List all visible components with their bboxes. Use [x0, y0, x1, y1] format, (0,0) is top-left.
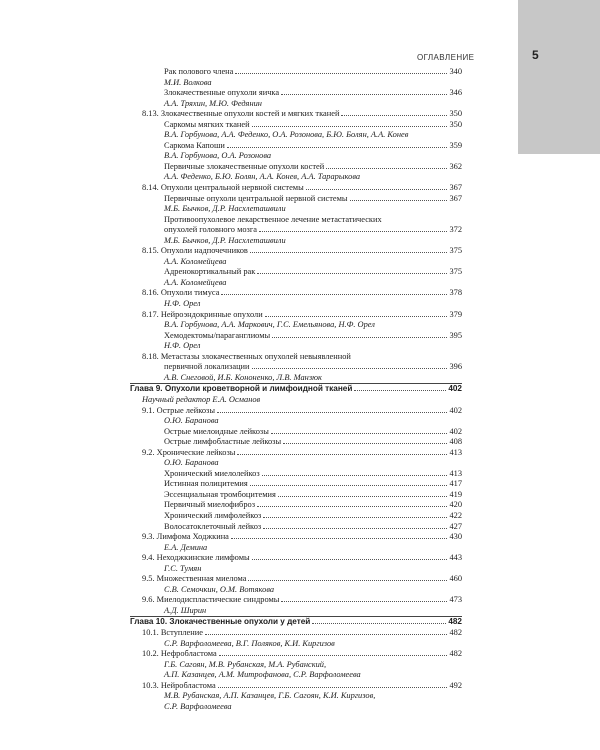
toc-authors: [130, 691, 462, 702]
toc-page-number: 492: [449, 680, 462, 690]
toc-entry-title: 9.4. Неходжкинские лимфомы: [142, 553, 250, 563]
toc-authors: [130, 204, 462, 215]
toc-page-number: 413: [449, 468, 462, 478]
dot-leader: [252, 558, 448, 560]
toc-entry: [130, 246, 462, 257]
toc-authors: [130, 702, 462, 713]
toc-entry-title: Хемодектомы/параганглиомы: [164, 330, 271, 340]
toc-entry-title: первичной локализации: [164, 362, 250, 372]
toc-authors: [130, 299, 462, 310]
toc-page-number: 422: [449, 510, 462, 520]
dot-leader: [252, 367, 448, 369]
dot-leader: [248, 579, 447, 581]
toc-page-number: 359: [449, 140, 462, 150]
toc-entry-title: Адренокортикальный рак: [164, 267, 256, 277]
toc-authors: [130, 257, 462, 268]
toc-entry-continued: [130, 352, 462, 363]
toc-entry-title: 8.13. Злокачественные опухоли костей и мягких тканей: [142, 109, 340, 119]
toc-entry: [130, 225, 462, 236]
toc-page-number: 378: [449, 288, 462, 298]
toc-page-number: 427: [449, 521, 462, 531]
toc-page-number: 372: [449, 225, 462, 235]
dot-leader: [205, 633, 447, 635]
toc-authors: [130, 564, 462, 575]
toc-authors-text: А.А. Коломейцева: [164, 277, 227, 287]
toc-page-number: 362: [449, 161, 462, 171]
toc-authors: [130, 320, 462, 331]
toc-page-number: 473: [449, 595, 462, 605]
toc-entry-title: Саркома Капоши: [164, 140, 225, 150]
toc-page-number: 367: [449, 183, 462, 193]
toc-entry: [130, 500, 462, 511]
toc-entry-title: Первичные опухоли центральной нервной системы: [164, 193, 348, 203]
toc-entry-title: 8.14. Опухоли центральной нервной системы: [142, 183, 304, 193]
toc-entry-title: 9.6. Миелодиспластические синдромы: [142, 595, 280, 605]
toc-entry: [130, 162, 462, 173]
toc-authors-text: О.Ю. Баранова: [164, 416, 219, 426]
toc-authors-text: Научный редактор Е.А. Османов: [142, 394, 261, 404]
dot-leader: [227, 146, 448, 148]
toc-page-number: 420: [449, 500, 462, 510]
toc-entry-title: 8.16. Опухоли тимуса: [142, 288, 220, 298]
toc-authors-text: М.В. Рубанская, А.П. Казанцев, Г.Б. Сагоян, К.И. Киргизов,: [164, 691, 376, 701]
toc-page-number: 340: [449, 67, 462, 76]
toc-page-number: 430: [449, 532, 462, 542]
toc-entry: [130, 310, 462, 321]
toc-authors-text: О.Ю. Баранова: [164, 458, 219, 468]
toc-entry: [130, 362, 462, 373]
toc-entry-title: 9.5. Множественная миелома: [142, 574, 247, 584]
toc-authors-text: С.В. Семочкин, О.М. Вотякова: [164, 584, 275, 594]
toc-entry-title: опухолей головного мозга: [164, 225, 258, 235]
toc-authors: [130, 660, 462, 671]
toc-entry: [130, 194, 462, 205]
toc-authors-text: В.А. Горбунова, А.А. Маркович, Г.С. Емельянова, Н.Ф. Орел: [164, 320, 375, 330]
toc-chapter-heading: [130, 616, 462, 628]
toc-entry: [130, 649, 462, 660]
toc-entry: [130, 628, 462, 639]
toc-entry: [130, 448, 462, 459]
toc-page-number: 460: [449, 574, 462, 584]
dot-leader: [259, 230, 447, 232]
toc-authors-text: Н.Ф. Орел: [164, 299, 201, 309]
thumb-tab: [518, 0, 600, 154]
table-of-contents: [130, 67, 462, 712]
toc-authors: [130, 606, 462, 617]
toc-page-number: 346: [449, 88, 462, 98]
toc-entry: [130, 67, 462, 78]
toc-entry: [130, 406, 462, 417]
dot-leader: [354, 389, 446, 391]
toc-entry: [130, 553, 462, 564]
dot-leader: [221, 293, 447, 295]
toc-entry: [130, 595, 462, 606]
toc-page-number: 350: [449, 119, 462, 129]
dot-leader: [341, 114, 447, 116]
toc-page-number: 379: [449, 309, 462, 319]
toc-authors-text: А.А. Коломейцева: [164, 256, 227, 266]
dot-leader: [235, 72, 447, 74]
toc-authors-text: А.А. Феденко, Б.Ю. Болян, А.А. Конев, А.А. Тарарыкова: [164, 172, 361, 182]
dot-leader: [257, 505, 447, 507]
toc-entry: [130, 681, 462, 692]
toc-authors: [130, 585, 462, 596]
toc-authors: [130, 670, 462, 681]
toc-entry: [130, 437, 462, 448]
toc-entry-title: 9.3. Лимфома Ходжкина: [142, 532, 229, 542]
dot-leader: [326, 167, 447, 169]
toc-page-number: 482: [449, 649, 462, 659]
toc-page-number: 482: [449, 627, 462, 637]
dot-leader: [281, 93, 447, 95]
toc-authors: [130, 341, 462, 352]
toc-entry-title: Первичный миелофиброз: [164, 500, 256, 510]
toc-page-number: 419: [449, 489, 462, 499]
toc-authors: [130, 543, 462, 554]
toc-authors: [130, 373, 462, 384]
toc-entry: [130, 183, 462, 194]
dot-leader: [262, 474, 448, 476]
toc-entry-title: Волосатоклеточный лейкоз: [164, 521, 262, 531]
toc-entry-title: 10.3. Нейробластома: [142, 680, 216, 690]
toc-page-number: 395: [449, 330, 462, 340]
toc-entry-title: Острые миелоидные лейкозы: [164, 426, 269, 436]
toc-page-number: 396: [449, 362, 462, 372]
dot-leader: [257, 272, 447, 274]
toc-authors: [130, 151, 462, 162]
toc-authors-text: А.А. Тряхин, М.Ю. Федянин: [164, 98, 262, 108]
toc-page-number: 443: [449, 553, 462, 563]
toc-entry-title: Первичные злокачественные опухоли костей: [164, 161, 325, 171]
toc-authors-text: М.Б. Бычков, Д.Р. Насхлеташвили: [164, 235, 286, 245]
toc-authors: [130, 78, 462, 89]
toc-entry-title: Злокачественные опухоли яичка: [164, 88, 280, 98]
dot-leader: [237, 453, 447, 455]
toc-page-number: 408: [449, 437, 462, 447]
toc-authors-text: В.А. Горбунова, О.А. Розонова: [164, 151, 272, 161]
toc-entry-title: 10.2. Нефробластома: [142, 649, 217, 659]
toc-entry: [130, 522, 462, 533]
toc-authors: [130, 416, 462, 427]
toc-page-number: 375: [449, 267, 462, 277]
dot-leader: [217, 411, 447, 413]
toc-entry-continued: [130, 215, 462, 226]
toc-entry-title: Острые лимфобластные лейкозы: [164, 437, 282, 447]
toc-entry-title: Хронический лимфолейкоз: [164, 510, 262, 520]
toc-page-number: 402: [449, 426, 462, 436]
dot-leader: [272, 336, 447, 338]
toc-entry: [130, 469, 462, 480]
toc-authors-text: Г.С. Тумян: [164, 563, 202, 573]
dot-leader: [306, 188, 448, 190]
dot-leader: [263, 516, 447, 518]
toc-authors-text: Е.А. Демина: [164, 542, 208, 552]
toc-entry: [130, 490, 462, 501]
toc-authors: [130, 236, 462, 247]
toc-authors: [130, 99, 462, 110]
toc-entry-title: 8.15. Опухоли надпочечников: [142, 246, 248, 256]
toc-authors-text: А.В. Снеговой, И.Б. Кононенко, Л.В. Манзюк: [164, 372, 322, 382]
dot-leader: [281, 600, 447, 602]
toc-authors: [130, 458, 462, 469]
toc-authors-text: Н.Ф. Орел: [164, 341, 201, 351]
toc-entry: [130, 288, 462, 299]
toc-authors-text: С.Р. Варфоломеева: [164, 701, 232, 711]
toc-authors: [130, 278, 462, 289]
toc-authors-text: В.А. Горбунова, А.А. Феденко, О.А. Розонова, Б.Ю. Болян, А.А. Конев: [164, 130, 409, 140]
toc-entry-title: Рак полового члена: [164, 67, 234, 76]
toc-entry: [130, 88, 462, 99]
dot-leader: [265, 315, 448, 317]
toc-entry: [130, 120, 462, 131]
dot-leader: [231, 537, 448, 539]
toc-page-number: 350: [449, 109, 462, 119]
dot-leader: [312, 622, 446, 624]
toc-authors-text: М.И. Волкова: [164, 77, 212, 87]
toc-entry: [130, 141, 462, 152]
toc-authors: [130, 395, 462, 406]
toc-page-number: 482: [448, 617, 462, 627]
toc-authors-text: А.Д. Ширин: [164, 605, 207, 615]
toc-entry: [130, 331, 462, 342]
toc-entry-title: Саркомы мягких тканей: [164, 119, 250, 129]
toc-entry: [130, 427, 462, 438]
page-number: 5: [532, 48, 539, 62]
dot-leader: [219, 654, 448, 656]
toc-entry: [130, 267, 462, 278]
toc-authors: [130, 172, 462, 183]
toc-entry: [130, 511, 462, 522]
toc-entry-title: 8.17. Нейроэндокринные опухоли: [142, 309, 263, 319]
dot-leader: [271, 432, 448, 434]
toc-authors: [130, 639, 462, 650]
toc-entry-title: Глава 9. Опухоли кроветворной и лимфоидной тканей: [130, 384, 353, 394]
toc-page-number: 402: [448, 384, 462, 394]
dot-leader: [350, 199, 448, 201]
toc-authors-text: С.Р. Варфоломеева, В.Г. Поляков, К.И. Киргизов: [164, 638, 335, 648]
dot-leader: [278, 495, 448, 497]
toc-entry-title: Истинная полицитемия: [164, 479, 248, 489]
toc-authors: [130, 130, 462, 141]
toc-page-number: 402: [449, 405, 462, 415]
toc-entry-title: Хронический миелолейкоз: [164, 468, 260, 478]
dot-leader: [250, 484, 448, 486]
toc-entry: [130, 109, 462, 120]
dot-leader: [252, 125, 448, 127]
toc-chapter-heading: [130, 383, 462, 395]
toc-page-number: 413: [449, 447, 462, 457]
toc-entry-title: 9.2. Хронические лейкозы: [142, 447, 236, 457]
toc-entry-title: 8.18. Метастазы злокачественных опухолей невыявленной: [142, 351, 351, 361]
toc-entry-title: 9.1. Острые лейкозы: [142, 405, 215, 415]
dot-leader: [250, 251, 448, 253]
toc-entry-title: 10.1. Вступление: [142, 627, 203, 637]
dot-leader: [263, 527, 447, 529]
toc-authors-text: Г.Б. Сагоян, М.В. Рубанская, М.А. Рубанский,: [164, 659, 327, 669]
toc-entry-title: Эссенциальная тромбоцитемия: [164, 489, 276, 499]
toc-authors-text: М.Б. Бычков, Д.Р. Насхлеташвили: [164, 204, 286, 214]
toc-entry: [130, 479, 462, 490]
toc-entry: [130, 574, 462, 585]
toc-page-number: 417: [449, 479, 462, 489]
toc-page-number: 367: [449, 193, 462, 203]
toc-entry-title: Противоопухолевое лекарственное лечение метастатических: [164, 214, 382, 224]
toc-authors-text: А.П. Казанцев, А.М. Митрофанова, С.Р. Варфоломеева: [164, 670, 361, 680]
running-header: ОГЛАВЛЕНИЕ: [417, 53, 475, 62]
dot-leader: [218, 686, 448, 688]
toc-entry-title: Глава 10. Злокачественные опухоли у детей: [130, 617, 311, 627]
toc-entry: [130, 532, 462, 543]
toc-page-number: 375: [449, 246, 462, 256]
dot-leader: [283, 442, 447, 444]
